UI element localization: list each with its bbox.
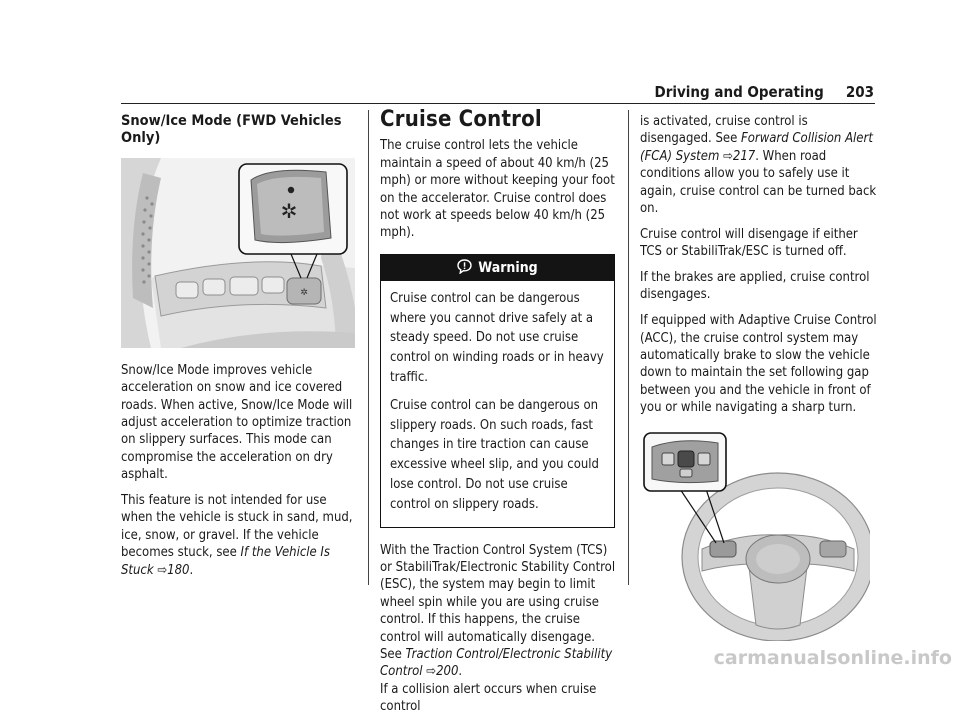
cross-reference-link[interactable]: Forward Collision Alert (FCA) System	[640, 131, 873, 164]
svg-text:✲: ✲	[300, 287, 308, 298]
paragraph: If the brakes are applied, cruise control disengages.	[640, 270, 870, 303]
header-rule	[121, 103, 875, 104]
paragraph: If equipped with Adaptive Cruise Control (ACC), the cruise control system may automatically brake to slow the vehicle down to maintain the set following gap between you and the vehicle in front of you or while navigating a sharp turn.	[640, 313, 877, 416]
column-divider	[368, 110, 369, 585]
cross-reference-link[interactable]: If the Vehicle Is Stuck	[121, 545, 330, 578]
section-heading: Snow/Ice Mode (FWD Vehicles Only)	[121, 113, 342, 147]
warning-box	[380, 254, 615, 528]
page-title: Cruise Control	[380, 107, 542, 132]
page-reference-arrow-icon: ⇨	[157, 562, 168, 578]
column-1	[121, 113, 361, 587]
paragraph: This feature is not intended for use when the vehicle is stuck in sand, mud, ice, snow, or gravel. If the vehicle becomes stuck, see If the Vehicle Is Stuck ⇨180.	[121, 493, 353, 578]
paragraph: With the Traction Control System (TCS) or StabiliTrak/Electronic Stability Control (ESC), the system may begin to limit wheel spin while you are using cruise control. If this happens, the cruise control will automatically disengage. See Traction Control/Electronic Stability Control ⇨200. If a collision alert occurs when cruise control	[380, 542, 616, 715]
paragraph: Cruise control will disengage if either TCS or StabiliTrak/ESC is turned off.	[640, 226, 858, 260]
page-reference-arrow-icon: ⇨	[426, 664, 437, 680]
warning-body	[381, 281, 614, 527]
section-title: Driving and Operating	[654, 83, 824, 101]
page-reference-arrow-icon: ⇨	[723, 148, 733, 164]
warning-paragraph: Cruise control can be dangerous on slippery roads. On such roads, fast changes in tire traction can cause excessive wheel slip, and you could lose control. Do not use cruise control on slippery roads.	[390, 397, 599, 512]
page-reference-number[interactable]: 217	[732, 148, 756, 164]
running-head	[0, 83, 874, 101]
column-3	[640, 113, 878, 641]
steering-wheel-cruise-controls-illustration	[640, 429, 870, 641]
paragraph: The cruise control lets the vehicle maintain a speed of about 40 km/h (25 mph) or more without keeping your foot on the accelerator. Cruise control does not work at speeds below 40 km/h (25 mph).	[380, 138, 615, 241]
column-divider	[628, 110, 629, 585]
svg-text:✲: ✲	[280, 198, 298, 223]
page-reference-number[interactable]: 180	[167, 562, 190, 578]
warning-speech-bubble-icon	[457, 257, 472, 283]
warning-header	[381, 255, 614, 281]
warning-paragraph: Cruise control can be dangerous where you cannot drive safely at a steady speed. Do not use cruise control on winding roads or in heavy traffic.	[390, 290, 604, 386]
paragraph: Snow/Ice Mode improves vehicle acceleration on snow and ice covered roads. When active, Snow/Ice Mode will adjust acceleration to optimize traction on slippery surfaces. This mode can compromise the acceleration on dry asphalt.	[121, 362, 353, 483]
cross-reference-link[interactable]: Traction Control/Electronic Stability Control	[380, 647, 613, 680]
page-reference-number[interactable]: 200	[436, 664, 459, 680]
column-2	[380, 107, 618, 724]
warning-title: Warning	[478, 259, 538, 276]
paragraph: is activated, cruise control is disengaged. See Forward Collision Alert (FCA) System ⇨217. When road conditions allow you to safely use it again, cruise control can be turned back on.	[640, 114, 877, 217]
watermark: carmanualsonline.info	[713, 647, 952, 669]
page-number: 203	[845, 83, 874, 101]
snow-ice-mode-button-illustration	[121, 158, 355, 348]
